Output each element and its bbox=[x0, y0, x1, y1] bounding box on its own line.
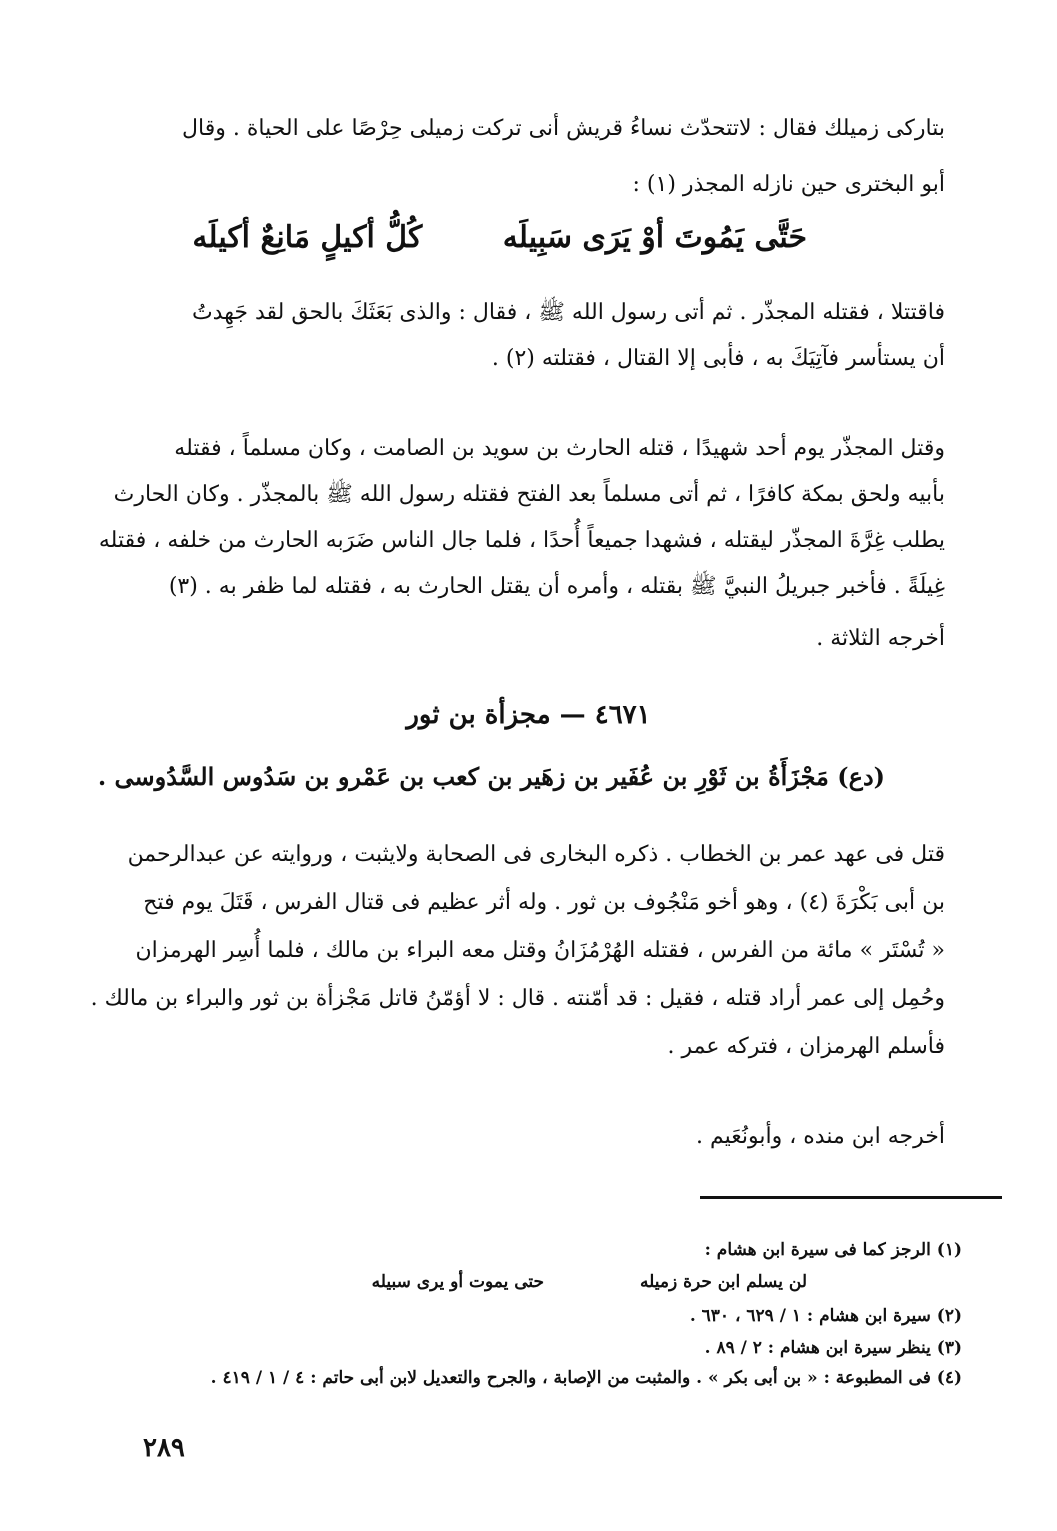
text-line: « تُسْتَر » مائة من الفرس ، فقتله الهُرْمُزَانُ وقتل معه البراء بن مالك ، فلما أُسِر الهرمزان bbox=[135, 938, 945, 963]
verse-hemistich: كُلُّ أكيلٍ مَانِعٌ أكيلَه bbox=[192, 220, 423, 255]
text-line: يطلب غِرَّةَ المجذّر ليقتله ، فشهدا جميعاً أُحدًا ، فلما جال الناس ضَرَبه الحارث من خلفه ، فقتله bbox=[98, 528, 945, 553]
text-line: فاقتتلا ، فقتله المجذّر . ثم أتى رسول الله ﷺ ، فقال : والذى بَعَثَكَ بالحق لقد جَهِدتُ bbox=[191, 300, 945, 325]
text-line: قتل فى عهد عمر بن الخطاب . ذكره البخارى فى الصحابة ولايثبت ، وروايته عن عبدالرحمن bbox=[127, 842, 945, 867]
text-line: وحُمِل إلى عمر أراد قتله ، فقيل : قد أمّنته . قال : لا أؤمّنُ قاتل مَجْزأة بن ثور والبراء بن مالك . bbox=[90, 986, 945, 1011]
entry-heading: ٤٦٧١ — مجزأة بن ثور bbox=[406, 700, 651, 730]
text-line: (دع) مَجْزَأَةُ بن ثَوْرِ بن عُفَير بن زهَير بن كعب بن عَمْرو بن سَدُوس السَّدُوسى . bbox=[97, 762, 885, 791]
text-line: فأسلم الهرمزان ، فتركه عمر . bbox=[667, 1034, 945, 1059]
text-line: بن أبى بَكْرَةَ (٤) ، وهو أخو مَنْجُوف بن ثور . وله أثر عظيم فى قتال الفرس ، قَتَلَ يوم فتح bbox=[143, 890, 945, 915]
verse-hemistich: حَتَّى يَمُوتَ أوْ يَرَى سَبِيلَه bbox=[502, 220, 807, 255]
footnote-2: (٢) سيرة ابن هشام : ١ / ٦٢٩ ، ٦٣٠ . bbox=[689, 1306, 962, 1326]
page-number: ٢٨٩ bbox=[143, 1433, 185, 1463]
footnote-separator bbox=[700, 1196, 1002, 1199]
poem-verse bbox=[122, 220, 807, 255]
footnote-3: (٣) ينظر سيرة ابن هشام : ٢ / ٨٩ . bbox=[704, 1338, 962, 1358]
text-line: أبو البخترى حين نازله المجذر (١) : bbox=[632, 172, 945, 197]
footnote-1: (١) الرجز كما فى سيرة ابن هشام : bbox=[704, 1240, 962, 1260]
text-line: أخرجه الثلاثة . bbox=[816, 626, 945, 651]
footnote-4: (٤) فى المطبوعة : « بن أبى بكر » . والمثبت من الإصابة ، والجرح والتعديل لابن أبى حاتم : ٤ / ١ / ٤١٩ . bbox=[210, 1368, 962, 1388]
text-line: غِيلَةً . فأخبر جبريلُ النبيَّ ﷺ بقتله ، وأمره أن يقتل الحارث به ، فقتله لما ظفر به . (٣) bbox=[168, 574, 945, 599]
text-line: أخرجه ابن منده ، وأبونُعَيم . bbox=[695, 1124, 945, 1149]
text-line: وقتل المجذّر يوم أحد شهيدًا ، قتله الحارث بن سويد بن الصامت ، وكان مسلماً ، فقتله bbox=[174, 436, 945, 461]
footnote-1-verse bbox=[282, 1268, 807, 1296]
text-line: أن يستأسر فآتِيَكَ به ، فأبى إلا القتال ، فقتلته (٢) . bbox=[491, 346, 945, 371]
footnote-verse-hemistich: حتى يموت أو يرى سبيله bbox=[371, 1272, 545, 1292]
text-line: بأبيه ولحق بمكة كافرًا ، ثم أتى مسلماً بعد الفتح فقتله رسول الله ﷺ بالمجذّر . وكان الحارث bbox=[113, 482, 945, 507]
footnote-verse-hemistich: لن يسلم ابن حرة زميله bbox=[639, 1272, 807, 1292]
text-line: بتاركى زميلك فقال : لاتتحدّث نساءُ قريش أنى تركت زميلى حِرْصًا على الحياة . وقال bbox=[182, 116, 945, 141]
